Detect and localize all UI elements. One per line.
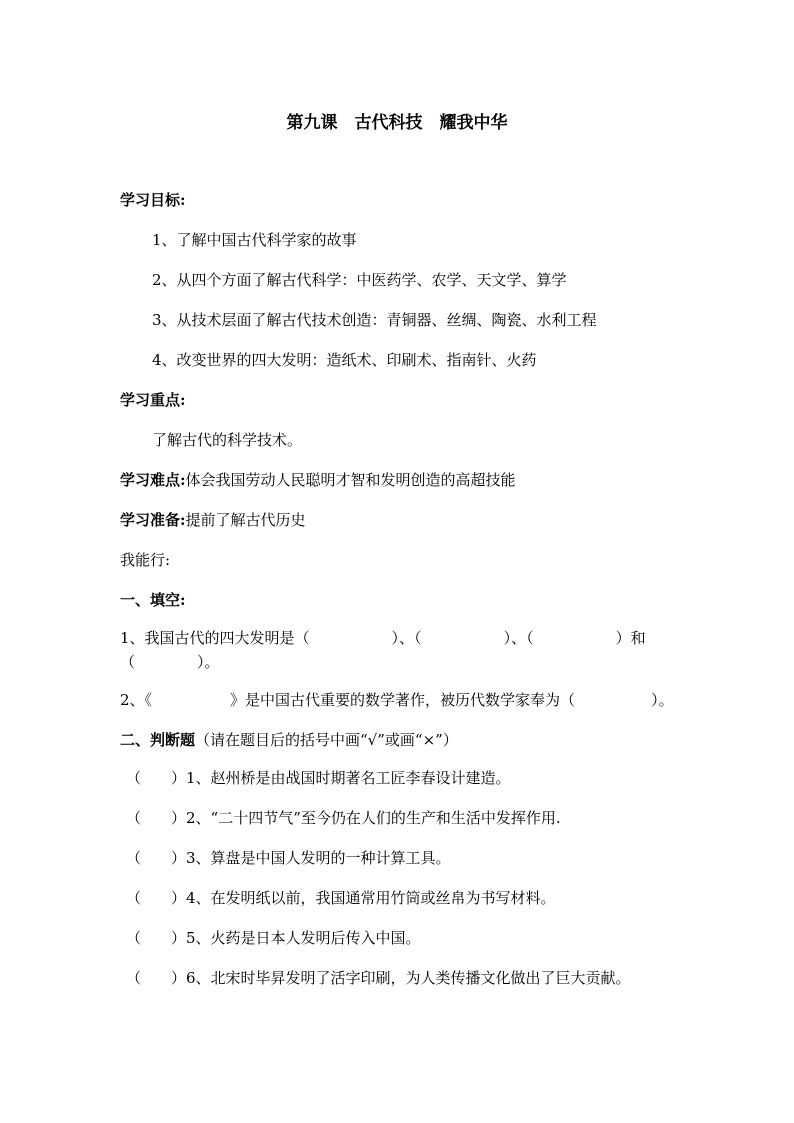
judgment-item: （ ）2、“二十四节气”至今仍在人们的生产和生活中发挥作用. (126, 809, 561, 827)
preparation-text: 提前了解古代历史 (185, 511, 306, 529)
preparation-line (120, 510, 306, 530)
objective-item: 4、改变世界的四大发明：造纸术、印刷术、指南针、火药 (152, 351, 537, 369)
can-do-label: 我能行: (120, 551, 171, 569)
judgment-item: （ ）6、北宋时毕昇发明了活字印刷，为人类传播文化做出了巨大贡献。 (126, 969, 631, 987)
objectives-heading: 学习目标: (120, 191, 186, 209)
objective-item: 2、从四个方面了解古代科学：中医药学、农学、天文学、算学 (152, 271, 567, 289)
section2-heading: 二、判断题（请在题目后的括号中画“√”或画“×”） (120, 731, 458, 749)
page-title: 第九课 古代科技 耀我中华 (286, 113, 508, 133)
objective-item: 1、了解中国古代科学家的故事 (152, 231, 357, 249)
judgment-item: （ ）5、火药是日本人发明后传入中国。 (126, 929, 421, 947)
focus-heading: 学习重点: (120, 391, 186, 409)
judgment-item: （ ）1、赵州桥是由战国时期著名工匠李春设计建造。 (126, 769, 511, 787)
focus-text: 了解古代的科学技术。 (152, 431, 303, 449)
answer-bracket[interactable]: （ ） (126, 809, 187, 827)
answer-bracket[interactable]: （ ） (126, 929, 187, 947)
fill-question-2: 2、《 》是中国古代重要的数学著作，被历代数学家奉为（ ）。 (120, 691, 674, 709)
section1-heading: 一、填空: (120, 591, 186, 609)
answer-bracket[interactable]: （ ） (126, 849, 187, 867)
section2-instruction: （请在题目后的括号中画“√”或画“×”） (195, 731, 458, 749)
difficulty-text: 体会我国劳动人民聪明才智和发明创造的高超技能 (185, 471, 516, 489)
judgment-item: （ ）3、算盘是中国人发明的一种计算工具。 (126, 849, 451, 867)
fill-question-1-cont: （ ）。 (120, 653, 220, 671)
preparation-label: 学习准备: (120, 511, 186, 529)
answer-bracket[interactable]: （ ） (126, 969, 187, 987)
answer-bracket[interactable]: （ ） (126, 889, 187, 907)
difficulty-line (120, 470, 516, 490)
difficulty-label: 学习难点: (120, 471, 186, 489)
objective-item: 3、从技术层面了解古代技术创造：青铜器、丝绸、陶瓷、水利工程 (152, 311, 597, 329)
answer-bracket[interactable]: （ ） (126, 769, 187, 787)
fill-question-1: 1、我国古代的四大发明是（ ）、（ ）、（ ）和 (120, 629, 646, 647)
judgment-item: （ ）4、在发明纸以前，我国通常用竹筒或丝帛为书写材料。 (126, 889, 556, 907)
